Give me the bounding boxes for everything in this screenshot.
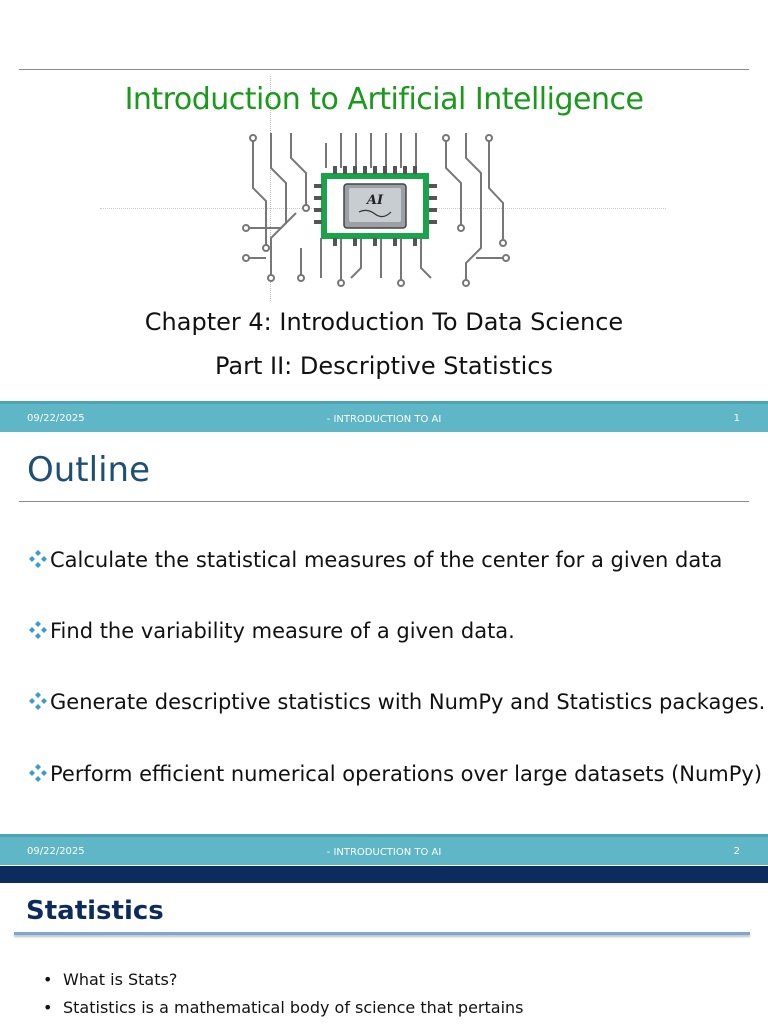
chip-ai-label: AI <box>366 193 384 208</box>
footer-page-number: 2 <box>733 846 740 857</box>
footer-title: - INTRODUCTION TO AI <box>326 847 442 858</box>
list-item <box>43 970 177 989</box>
footer-date: 09/22/2025 <box>27 846 85 857</box>
bullet-text: Perform efficient numerical operations over large datasets (NumPy) <box>50 762 763 786</box>
outline-bullet <box>26 548 722 572</box>
outline-bullet <box>26 690 765 714</box>
footer-page-number: 1 <box>733 413 740 424</box>
diamond-bullet-icon <box>26 762 50 784</box>
diamond-bullet-icon <box>26 619 50 641</box>
bullet-dot-icon: • <box>43 998 53 1017</box>
chapter-subtitle: Chapter 4: Introduction To Data Science <box>144 308 624 336</box>
outline-rule <box>19 501 749 502</box>
diamond-bullet-icon <box>26 690 50 712</box>
slide-footer <box>0 401 768 432</box>
bullet-text: Calculate the statistical measures of the center for a given data <box>50 548 723 572</box>
outline-bullet <box>26 619 515 643</box>
title-rule <box>19 69 749 70</box>
bullet-text: Find the variability measure of a given data. <box>50 619 515 643</box>
statistics-rule <box>14 932 750 935</box>
outline-bullet <box>26 762 762 786</box>
footer-title: - INTRODUCTION TO AI <box>326 414 442 425</box>
list-item-text: What is Stats? <box>63 970 178 989</box>
slide-footer <box>0 834 768 865</box>
diamond-bullet-icon <box>26 548 50 570</box>
list-item-text: Statistics is a mathematical body of science that pertains <box>63 998 524 1017</box>
footer-date: 09/22/2025 <box>27 413 85 424</box>
slide-title: Introduction to Artificial Intelligence <box>124 82 644 117</box>
statistics-title: Statistics <box>26 896 164 926</box>
part-subtitle: Part II: Descriptive Statistics <box>215 352 553 380</box>
header-band <box>0 866 768 883</box>
bullet-dot-icon: • <box>43 970 53 989</box>
ai-chip-circuit-image <box>241 128 511 288</box>
bullet-text: Generate descriptive statistics with NumPy and Statistics packages. <box>50 690 766 714</box>
outline-title: Outline <box>27 450 151 490</box>
list-item <box>43 998 523 1017</box>
